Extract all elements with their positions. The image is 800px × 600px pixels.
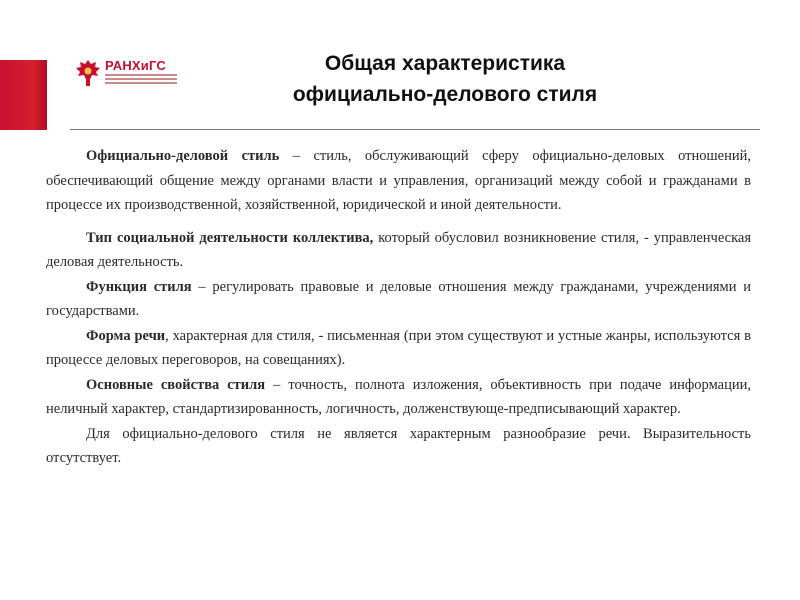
logo-name: РАНХиГС xyxy=(105,58,166,73)
paragraph-function: Функция стиля – регулировать правовые и деловые отношения между гражданами, учреждениями и государствами. xyxy=(46,278,752,319)
term-activity-type: Тип социальной деятельности коллектива, xyxy=(86,229,374,246)
paragraph-activity-type: Тип социальной деятельности коллектива, который обусловил возникновение стиля, - управленческая деловая деятельность. xyxy=(46,229,751,270)
paragraph-properties: Основные свойства стиля – точность, полнота изложения, объективность при подаче информации, неличный характер, стандартизированность, логичность, долженствующе-предписывающий характер. xyxy=(46,376,751,417)
term-definition: Официально-деловой стиль xyxy=(86,148,280,164)
term-speech-form: Форма речи xyxy=(86,327,166,344)
paragraph-expressiveness: Для официально-делового стиля не является характерным разнообразие речи. Выразительность отсутствует. xyxy=(46,425,751,466)
paragraph-speech-form: Форма речи, характерная для стиля, - письменная (при этом существуют и устные жанры, используются в процессе деловых переговоров, на совещаниях). xyxy=(46,327,751,368)
term-properties: Основные свойства стиля xyxy=(86,376,266,393)
red-accent-bar xyxy=(0,60,47,130)
title-line-1: Общая характеристика xyxy=(324,52,566,75)
ranepa-logo xyxy=(74,58,204,90)
title-line-2: официально-делового стиля xyxy=(292,83,598,106)
logo-subtitle-lines xyxy=(105,74,177,86)
content-body xyxy=(46,144,751,471)
term-function: Функция стиля xyxy=(86,278,192,295)
title-divider xyxy=(70,129,760,130)
page-title xyxy=(230,48,660,110)
eagle-emblem-icon xyxy=(74,58,102,88)
paragraph-definition: Официально-деловой стиль – стиль, обслуживающий сферу официально-деловых отношений, обеспечивающий общение между органами власти и управления, организаций между собой и гражданами в процессе их производственной, хозяйственной, юридической и иной деятельности. xyxy=(46,148,751,213)
